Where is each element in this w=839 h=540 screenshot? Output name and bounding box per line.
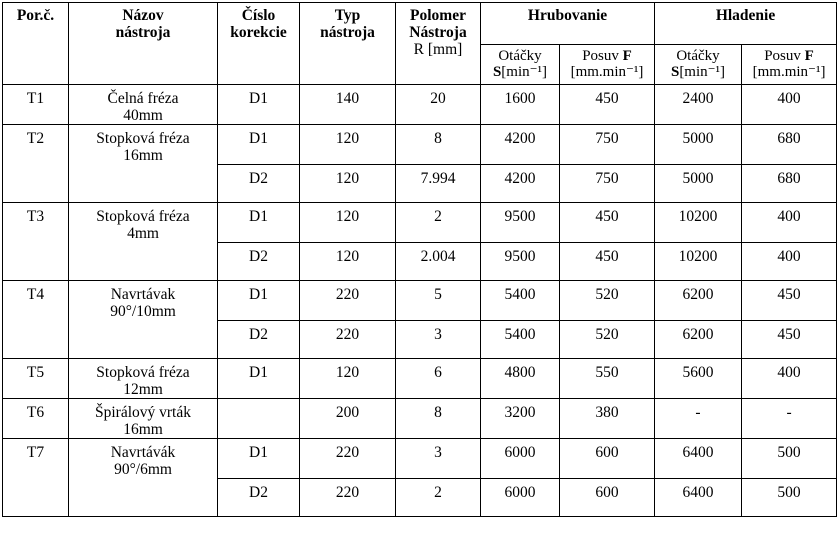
tool-name: Špirálový vrták 16mm bbox=[69, 399, 218, 439]
cell-korekcia: D1 bbox=[218, 439, 300, 479]
header-hlad-posuv: Posuv F [mm.min⁻¹] bbox=[742, 45, 837, 85]
cell-hrub-otacky: 6000 bbox=[481, 479, 560, 517]
tool-name: Stopková fréza 4mm bbox=[69, 203, 218, 281]
cell-polomer: 6 bbox=[396, 359, 481, 399]
cell-hlad-otacky: 6400 bbox=[655, 439, 742, 479]
cell-polomer: 2 bbox=[396, 203, 481, 243]
cell-korekcia: D1 bbox=[218, 85, 300, 125]
cell-hrub-posuv: 450 bbox=[560, 85, 655, 125]
tool-name: Navrtávak 90°/10mm bbox=[69, 281, 218, 359]
cell-hrub-posuv: 750 bbox=[560, 125, 655, 165]
cell-hrub-otacky: 4800 bbox=[481, 359, 560, 399]
tool-id: T2 bbox=[3, 125, 69, 203]
cell-hrub-posuv: 450 bbox=[560, 243, 655, 281]
cell-hrub-posuv: 520 bbox=[560, 321, 655, 359]
cell-hlad-otacky: - bbox=[655, 399, 742, 439]
cell-hrub-posuv: 600 bbox=[560, 479, 655, 517]
cell-typ: 120 bbox=[300, 359, 396, 399]
cell-typ: 120 bbox=[300, 203, 396, 243]
cell-polomer: 8 bbox=[396, 125, 481, 165]
cell-polomer: 2 bbox=[396, 479, 481, 517]
cell-hrub-posuv: 550 bbox=[560, 359, 655, 399]
cell-hlad-posuv: 400 bbox=[742, 85, 837, 125]
cell-hlad-posuv: 450 bbox=[742, 281, 837, 321]
tool-id: T7 bbox=[3, 439, 69, 517]
cell-hrub-otacky: 5400 bbox=[481, 281, 560, 321]
cell-typ: 140 bbox=[300, 85, 396, 125]
header-polomer: Polomer Nástroja R [mm] bbox=[396, 3, 481, 85]
cell-polomer: 3 bbox=[396, 321, 481, 359]
table-row bbox=[3, 281, 837, 321]
header-hrub-posuv: Posuv F [mm.min⁻¹] bbox=[560, 45, 655, 85]
cell-hlad-posuv: 400 bbox=[742, 359, 837, 399]
cell-hlad-posuv: 500 bbox=[742, 479, 837, 517]
tool-name: Stopková fréza 16mm bbox=[69, 125, 218, 203]
cell-hrub-posuv: 600 bbox=[560, 439, 655, 479]
cell-hrub-otacky: 5400 bbox=[481, 321, 560, 359]
header-nazov: Názov nástroja bbox=[69, 3, 218, 85]
cell-hlad-posuv: 680 bbox=[742, 125, 837, 165]
cell-hlad-posuv: 500 bbox=[742, 439, 837, 479]
tool-name: Čelná fréza 40mm bbox=[69, 85, 218, 125]
header-typ-nastroja: Typ nástroja bbox=[300, 3, 396, 85]
cell-hlad-otacky: 10200 bbox=[655, 203, 742, 243]
header-hladenie: Hladenie bbox=[655, 3, 837, 45]
cell-hlad-posuv: 450 bbox=[742, 321, 837, 359]
table-row bbox=[3, 203, 837, 243]
cell-hlad-otacky: 5000 bbox=[655, 125, 742, 165]
tool-id: T3 bbox=[3, 203, 69, 281]
cell-korekcia: D1 bbox=[218, 281, 300, 321]
cell-typ: 220 bbox=[300, 281, 396, 321]
cell-polomer: 8 bbox=[396, 399, 481, 439]
cell-hlad-otacky: 6400 bbox=[655, 479, 742, 517]
cell-typ: 220 bbox=[300, 321, 396, 359]
cell-hrub-otacky: 6000 bbox=[481, 439, 560, 479]
cell-hlad-posuv: 400 bbox=[742, 203, 837, 243]
header-cislo-korekcie: Číslo korekcie bbox=[218, 3, 300, 85]
cell-hlad-otacky: 5000 bbox=[655, 165, 742, 203]
header-por: Por.č. bbox=[3, 3, 69, 85]
cell-korekcia: D2 bbox=[218, 479, 300, 517]
cell-hlad-posuv: 680 bbox=[742, 165, 837, 203]
table-row bbox=[3, 399, 837, 439]
tool-name: Navrtávák 90°/6mm bbox=[69, 439, 218, 517]
cell-typ: 220 bbox=[300, 439, 396, 479]
cell-typ: 120 bbox=[300, 243, 396, 281]
cell-typ: 200 bbox=[300, 399, 396, 439]
table-row bbox=[3, 359, 837, 399]
cell-korekcia: D1 bbox=[218, 125, 300, 165]
cell-hrub-otacky: 1600 bbox=[481, 85, 560, 125]
tool-id: T5 bbox=[3, 359, 69, 399]
tool-table bbox=[2, 2, 837, 517]
cell-korekcia: D2 bbox=[218, 165, 300, 203]
cell-hlad-posuv: - bbox=[742, 399, 837, 439]
cell-polomer: 2.004 bbox=[396, 243, 481, 281]
cell-polomer: 3 bbox=[396, 439, 481, 479]
header-hrub-otacky: Otáčky S[min⁻¹] bbox=[481, 45, 560, 85]
cell-hrub-posuv: 380 bbox=[560, 399, 655, 439]
cell-hlad-otacky: 10200 bbox=[655, 243, 742, 281]
table-row bbox=[3, 439, 837, 479]
cell-hrub-otacky: 3200 bbox=[481, 399, 560, 439]
cell-hlad-otacky: 5600 bbox=[655, 359, 742, 399]
cell-korekcia: D1 bbox=[218, 203, 300, 243]
cell-hrub-otacky: 9500 bbox=[481, 203, 560, 243]
tool-id: T6 bbox=[3, 399, 69, 439]
cell-polomer: 5 bbox=[396, 281, 481, 321]
cell-typ: 120 bbox=[300, 165, 396, 203]
cell-hrub-otacky: 4200 bbox=[481, 165, 560, 203]
cell-hlad-otacky: 6200 bbox=[655, 281, 742, 321]
cell-hrub-posuv: 520 bbox=[560, 281, 655, 321]
header-hlad-otacky: Otáčky S[min⁻¹] bbox=[655, 45, 742, 85]
cell-korekcia: D2 bbox=[218, 243, 300, 281]
cell-hrub-posuv: 750 bbox=[560, 165, 655, 203]
table-row bbox=[3, 85, 837, 125]
header-hrubovanie: Hrubovanie bbox=[481, 3, 655, 45]
tool-id: T4 bbox=[3, 281, 69, 359]
cell-hrub-posuv: 450 bbox=[560, 203, 655, 243]
cell-hlad-otacky: 2400 bbox=[655, 85, 742, 125]
table-row bbox=[3, 125, 837, 165]
cell-typ: 220 bbox=[300, 479, 396, 517]
cell-korekcia: D1 bbox=[218, 359, 300, 399]
cell-korekcia: D2 bbox=[218, 321, 300, 359]
tool-id: T1 bbox=[3, 85, 69, 125]
cell-polomer: 20 bbox=[396, 85, 481, 125]
cell-hlad-posuv: 400 bbox=[742, 243, 837, 281]
cell-polomer: 7.994 bbox=[396, 165, 481, 203]
cell-hlad-otacky: 6200 bbox=[655, 321, 742, 359]
tool-name: Stopková fréza 12mm bbox=[69, 359, 218, 399]
cell-typ: 120 bbox=[300, 125, 396, 165]
cell-korekcia bbox=[218, 399, 300, 439]
cell-hrub-otacky: 4200 bbox=[481, 125, 560, 165]
cell-hrub-otacky: 9500 bbox=[481, 243, 560, 281]
